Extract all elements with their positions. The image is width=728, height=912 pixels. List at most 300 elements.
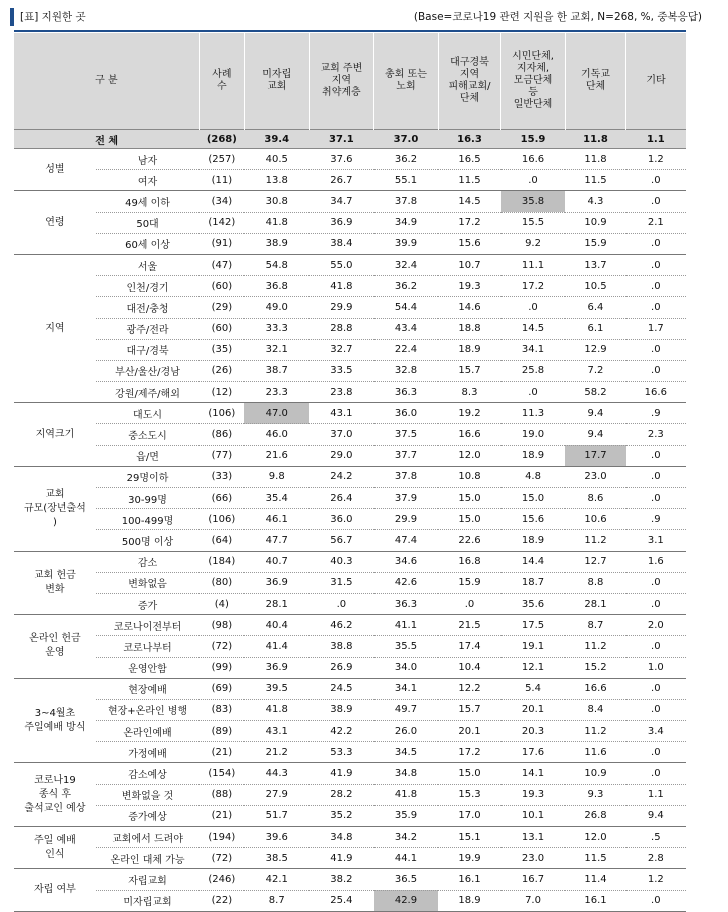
table-row: [14, 360, 686, 381]
row-label: 교회에서 드려야: [96, 827, 199, 848]
value-cell: 35.5: [374, 636, 439, 657]
value-cell: 14.1: [501, 763, 566, 784]
value-cell: .0: [626, 636, 686, 657]
table-row: [14, 149, 686, 170]
value-cell: 12.0: [438, 445, 500, 466]
top-rule: [14, 30, 686, 32]
value-cell: 24.2: [309, 466, 374, 487]
value-cell: .0: [626, 890, 686, 911]
value-cell: .0: [626, 742, 686, 763]
value-cell: 34.5: [374, 742, 439, 763]
value-cell: 44.3: [244, 763, 309, 784]
value-cell: 1.0: [626, 657, 686, 678]
row-label: 30-99명: [96, 488, 199, 509]
value-cell: 44.1: [374, 848, 439, 869]
col-header: 기독교 단체: [565, 33, 625, 130]
row-n: (4): [199, 593, 244, 614]
highlighted-cell: 42.9: [374, 890, 439, 911]
value-cell: 34.8: [309, 827, 374, 848]
value-cell: 38.2: [309, 869, 374, 890]
value-cell: 34.6: [374, 551, 439, 572]
value-cell: 13.7: [565, 254, 625, 275]
row-n: (11): [199, 170, 244, 191]
value-cell: 11.4: [565, 869, 625, 890]
value-cell: 32.7: [309, 339, 374, 360]
value-cell: .0: [626, 254, 686, 275]
value-cell: 35.4: [244, 488, 309, 509]
row-label: 가정예배: [96, 742, 199, 763]
value-cell: 24.5: [309, 678, 374, 699]
value-cell: 23.0: [501, 848, 566, 869]
value-cell: 9.4: [565, 424, 625, 445]
value-cell: 34.9: [374, 212, 439, 233]
row-group: [14, 763, 686, 827]
value-cell: 16.6: [501, 149, 566, 170]
row-label: 현장+온라인 병행: [96, 699, 199, 720]
value-cell: 36.2: [374, 276, 439, 297]
value-cell: 1.6: [626, 551, 686, 572]
value-cell: 32.1: [244, 339, 309, 360]
value-cell: 26.7: [309, 170, 374, 191]
value-cell: 11.2: [565, 530, 625, 551]
value-cell: 35.6: [501, 593, 566, 614]
value-cell: 34.1: [501, 339, 566, 360]
table-row: [14, 763, 686, 784]
row-label: 코로나부터: [96, 636, 199, 657]
value-cell: 14.5: [438, 191, 500, 212]
value-cell: 15.3: [438, 784, 500, 805]
value-cell: 9.4: [565, 403, 625, 424]
header-group-label: 구 분: [14, 33, 199, 130]
row-label: 100-499명: [96, 509, 199, 530]
row-n: (66): [199, 488, 244, 509]
value-cell: 51.7: [244, 805, 309, 826]
value-cell: 40.5: [244, 149, 309, 170]
table-row: [14, 657, 686, 678]
value-cell: 18.8: [438, 318, 500, 339]
table-row: [14, 297, 686, 318]
value-cell: 40.4: [244, 615, 309, 636]
value-cell: 36.9: [309, 212, 374, 233]
value-cell: 18.9: [501, 445, 566, 466]
row-n: (29): [199, 297, 244, 318]
value-cell: 37.9: [374, 488, 439, 509]
value-cell: 23.0: [565, 466, 625, 487]
value-cell: 41.4: [244, 636, 309, 657]
value-cell: 37.7: [374, 445, 439, 466]
value-cell: 38.8: [309, 636, 374, 657]
row-n: (246): [199, 869, 244, 890]
row-label: 강원/제주/해외: [96, 382, 199, 403]
value-cell: 5.4: [501, 678, 566, 699]
value-cell: 12.9: [565, 339, 625, 360]
value-cell: 11.1: [501, 254, 566, 275]
value-cell: 19.9: [438, 848, 500, 869]
title-accent-bar: [10, 8, 14, 26]
value-cell: 8.8: [565, 572, 625, 593]
value-cell: 2.8: [626, 848, 686, 869]
value-cell: 21.2: [244, 742, 309, 763]
value-cell: 17.2: [438, 212, 500, 233]
row-group: [14, 615, 686, 679]
value-cell: 15.7: [438, 699, 500, 720]
total-n: (268): [199, 130, 244, 149]
value-cell: 1.2: [626, 869, 686, 890]
value-cell: 33.5: [309, 360, 374, 381]
table-row: [14, 805, 686, 826]
total-label: 전 체: [14, 130, 199, 149]
row-n: (26): [199, 360, 244, 381]
value-cell: 16.1: [438, 869, 500, 890]
row-label: 인천/경기: [96, 276, 199, 297]
value-cell: 26.0: [374, 721, 439, 742]
value-cell: 9.2: [501, 233, 566, 254]
row-group: [14, 827, 686, 869]
value-cell: 25.4: [309, 890, 374, 911]
value-cell: .0: [626, 763, 686, 784]
value-cell: 9.3: [565, 784, 625, 805]
total-value: 16.3: [438, 130, 500, 149]
value-cell: 29.9: [374, 509, 439, 530]
row-label: 온라인 대체 가능: [96, 848, 199, 869]
row-label: 대전/충청: [96, 297, 199, 318]
value-cell: 38.9: [309, 699, 374, 720]
value-cell: .0: [501, 382, 566, 403]
table-row: [14, 403, 686, 424]
col-header: 시민단체, 지자체, 모금단체 등 일반단체: [501, 33, 566, 130]
value-cell: 19.3: [438, 276, 500, 297]
row-n: (21): [199, 742, 244, 763]
value-cell: 49.7: [374, 699, 439, 720]
value-cell: 34.1: [374, 678, 439, 699]
value-cell: 37.8: [374, 466, 439, 487]
col-header: 미자립 교회: [244, 33, 309, 130]
value-cell: 38.4: [309, 233, 374, 254]
highlighted-cell: 17.7: [565, 445, 625, 466]
value-cell: 36.9: [244, 657, 309, 678]
col-header: 기타: [626, 33, 686, 130]
value-cell: 28.2: [309, 784, 374, 805]
category-label: 온라인 헌금 운영: [14, 615, 96, 679]
row-n: (99): [199, 657, 244, 678]
value-cell: 26.4: [309, 488, 374, 509]
table-row: [14, 424, 686, 445]
row-n: (106): [199, 403, 244, 424]
table-row: [14, 488, 686, 509]
value-cell: 56.7: [309, 530, 374, 551]
value-cell: 35.9: [374, 805, 439, 826]
category-label: 성별: [14, 149, 96, 191]
value-cell: 1.2: [626, 149, 686, 170]
category-label: 연령: [14, 191, 96, 255]
row-label: 50대: [96, 212, 199, 233]
table-row: [14, 615, 686, 636]
row-label: 대도시: [96, 403, 199, 424]
row-n: (106): [199, 509, 244, 530]
value-cell: 10.8: [438, 466, 500, 487]
row-label: 코로나이전부터: [96, 615, 199, 636]
value-cell: 11.6: [565, 742, 625, 763]
table-row: [14, 784, 686, 805]
row-group: [14, 254, 686, 402]
total-value: 39.4: [244, 130, 309, 149]
value-cell: .0: [626, 593, 686, 614]
value-cell: 10.9: [565, 763, 625, 784]
value-cell: 34.2: [374, 827, 439, 848]
row-n: (154): [199, 763, 244, 784]
value-cell: 49.0: [244, 297, 309, 318]
value-cell: 21.6: [244, 445, 309, 466]
value-cell: 17.5: [501, 615, 566, 636]
value-cell: 41.1: [374, 615, 439, 636]
category-label: 주일 예배 인식: [14, 827, 96, 869]
value-cell: 58.2: [565, 382, 625, 403]
value-cell: 28.1: [244, 593, 309, 614]
value-cell: 39.9: [374, 233, 439, 254]
value-cell: 11.5: [565, 170, 625, 191]
row-group: [14, 678, 686, 763]
value-cell: 12.7: [565, 551, 625, 572]
value-cell: 32.4: [374, 254, 439, 275]
value-cell: 18.9: [438, 890, 500, 911]
value-cell: 11.2: [565, 721, 625, 742]
value-cell: 41.8: [374, 784, 439, 805]
value-cell: 42.1: [244, 869, 309, 890]
value-cell: 30.8: [244, 191, 309, 212]
value-cell: 43.4: [374, 318, 439, 339]
row-label: 49세 이하: [96, 191, 199, 212]
value-cell: 8.7: [565, 615, 625, 636]
row-label: 미자립교회: [96, 890, 199, 911]
row-n: (86): [199, 424, 244, 445]
value-cell: 38.5: [244, 848, 309, 869]
value-cell: 20.1: [501, 699, 566, 720]
value-cell: 16.1: [565, 890, 625, 911]
value-cell: 3.4: [626, 721, 686, 742]
table-row: [14, 191, 686, 212]
value-cell: 19.1: [501, 636, 566, 657]
table-row: [14, 636, 686, 657]
table-row: [14, 530, 686, 551]
value-cell: 42.2: [309, 721, 374, 742]
data-table: [14, 33, 686, 912]
value-cell: 14.6: [438, 297, 500, 318]
value-cell: 15.2: [565, 657, 625, 678]
category-label: 3~4월초 주일예배 방식: [14, 678, 96, 763]
row-n: (72): [199, 848, 244, 869]
value-cell: .0: [626, 191, 686, 212]
value-cell: 11.5: [565, 848, 625, 869]
value-cell: 22.4: [374, 339, 439, 360]
value-cell: .0: [438, 593, 500, 614]
table-row: [14, 466, 686, 487]
value-cell: 16.8: [438, 551, 500, 572]
col-header: 총회 또는 노회: [374, 33, 439, 130]
value-cell: 43.1: [309, 403, 374, 424]
value-cell: 17.4: [438, 636, 500, 657]
value-cell: 32.8: [374, 360, 439, 381]
value-cell: .0: [309, 593, 374, 614]
row-group: [14, 191, 686, 255]
row-n: (69): [199, 678, 244, 699]
value-cell: 1.1: [626, 784, 686, 805]
value-cell: 15.0: [438, 763, 500, 784]
total-value: 37.0: [374, 130, 439, 149]
value-cell: 36.0: [309, 509, 374, 530]
value-cell: 2.1: [626, 212, 686, 233]
value-cell: 47.7: [244, 530, 309, 551]
value-cell: 36.8: [244, 276, 309, 297]
row-label: 부산/울산/경남: [96, 360, 199, 381]
value-cell: .0: [626, 488, 686, 509]
value-cell: 17.2: [438, 742, 500, 763]
table-row: [14, 276, 686, 297]
row-label: 서울: [96, 254, 199, 275]
row-n: (33): [199, 466, 244, 487]
col-header: 교회 주변 지역 취약계층: [309, 33, 374, 130]
value-cell: 37.5: [374, 424, 439, 445]
row-label: 증가: [96, 593, 199, 614]
value-cell: 7.0: [501, 890, 566, 911]
value-cell: 17.0: [438, 805, 500, 826]
value-cell: 34.8: [374, 763, 439, 784]
value-cell: 31.5: [309, 572, 374, 593]
row-group: [14, 466, 686, 551]
table-row: [14, 509, 686, 530]
value-cell: 43.1: [244, 721, 309, 742]
value-cell: 22.6: [438, 530, 500, 551]
value-cell: 15.1: [438, 827, 500, 848]
value-cell: 14.5: [501, 318, 566, 339]
value-cell: 10.7: [438, 254, 500, 275]
total-value: 15.9: [501, 130, 566, 149]
value-cell: 40.3: [309, 551, 374, 572]
value-cell: 15.9: [565, 233, 625, 254]
table-row: [14, 318, 686, 339]
value-cell: 15.5: [501, 212, 566, 233]
row-n: (22): [199, 890, 244, 911]
row-n: (35): [199, 339, 244, 360]
row-label: 증가예상: [96, 805, 199, 826]
value-cell: 20.3: [501, 721, 566, 742]
value-cell: 15.6: [438, 233, 500, 254]
value-cell: 18.9: [501, 530, 566, 551]
table-row: [14, 572, 686, 593]
row-label: 광주/전라: [96, 318, 199, 339]
row-label: 현장예배: [96, 678, 199, 699]
value-cell: 36.9: [244, 572, 309, 593]
value-cell: 16.5: [438, 149, 500, 170]
value-cell: 8.6: [565, 488, 625, 509]
header-row: [14, 33, 686, 130]
category-label: 교회 규모(장년출석 ): [14, 466, 96, 551]
value-cell: 16.6: [626, 382, 686, 403]
table-row: [14, 593, 686, 614]
category-label: 지역: [14, 254, 96, 402]
highlighted-cell: 47.0: [244, 403, 309, 424]
value-cell: 11.8: [565, 149, 625, 170]
value-cell: .9: [626, 509, 686, 530]
value-cell: 10.5: [565, 276, 625, 297]
value-cell: 18.9: [438, 339, 500, 360]
table-title-bar: [10, 6, 710, 28]
row-label: 중소도시: [96, 424, 199, 445]
value-cell: 1.7: [626, 318, 686, 339]
value-cell: .0: [626, 360, 686, 381]
value-cell: 26.8: [565, 805, 625, 826]
row-label: 여자: [96, 170, 199, 191]
row-label: 읍/면: [96, 445, 199, 466]
table-row: [14, 445, 686, 466]
row-n: (194): [199, 827, 244, 848]
value-cell: 36.2: [374, 149, 439, 170]
table-row: [14, 848, 686, 869]
value-cell: 34.7: [309, 191, 374, 212]
value-cell: 6.1: [565, 318, 625, 339]
row-label: 자립교회: [96, 869, 199, 890]
row-n: (64): [199, 530, 244, 551]
value-cell: 36.5: [374, 869, 439, 890]
table-row: [14, 827, 686, 848]
value-cell: 4.3: [565, 191, 625, 212]
row-n: (80): [199, 572, 244, 593]
value-cell: 12.1: [501, 657, 566, 678]
row-n: (47): [199, 254, 244, 275]
col-header: 사례 수: [199, 33, 244, 130]
row-n: (12): [199, 382, 244, 403]
value-cell: 10.9: [565, 212, 625, 233]
value-cell: .0: [626, 699, 686, 720]
value-cell: .0: [626, 170, 686, 191]
row-label: 대구/경북: [96, 339, 199, 360]
value-cell: 29.9: [309, 297, 374, 318]
value-cell: 19.0: [501, 424, 566, 445]
value-cell: 19.2: [438, 403, 500, 424]
col-header: 대구경북 지역 피해교회/ 단체: [438, 33, 500, 130]
row-label: 남자: [96, 149, 199, 170]
value-cell: 41.8: [244, 212, 309, 233]
value-cell: 8.3: [438, 382, 500, 403]
value-cell: 38.9: [244, 233, 309, 254]
row-group: [14, 869, 686, 911]
row-n: (83): [199, 699, 244, 720]
value-cell: 36.3: [374, 382, 439, 403]
category-label: 자립 여부: [14, 869, 96, 911]
row-n: (60): [199, 276, 244, 297]
value-cell: 41.9: [309, 848, 374, 869]
value-cell: 11.5: [438, 170, 500, 191]
total-row: [14, 130, 686, 149]
value-cell: 54.8: [244, 254, 309, 275]
value-cell: 40.7: [244, 551, 309, 572]
value-cell: 2.3: [626, 424, 686, 445]
value-cell: 54.4: [374, 297, 439, 318]
value-cell: 41.8: [309, 276, 374, 297]
value-cell: 19.3: [501, 784, 566, 805]
value-cell: .0: [626, 276, 686, 297]
value-cell: 10.4: [438, 657, 500, 678]
category-label: 코로나19 종식 후 출석교인 예상: [14, 763, 96, 827]
value-cell: .0: [501, 170, 566, 191]
value-cell: 53.3: [309, 742, 374, 763]
value-cell: .0: [626, 233, 686, 254]
row-group: [14, 149, 686, 191]
value-cell: .0: [501, 297, 566, 318]
row-n: (184): [199, 551, 244, 572]
value-cell: 18.7: [501, 572, 566, 593]
value-cell: 39.5: [244, 678, 309, 699]
value-cell: 21.5: [438, 615, 500, 636]
